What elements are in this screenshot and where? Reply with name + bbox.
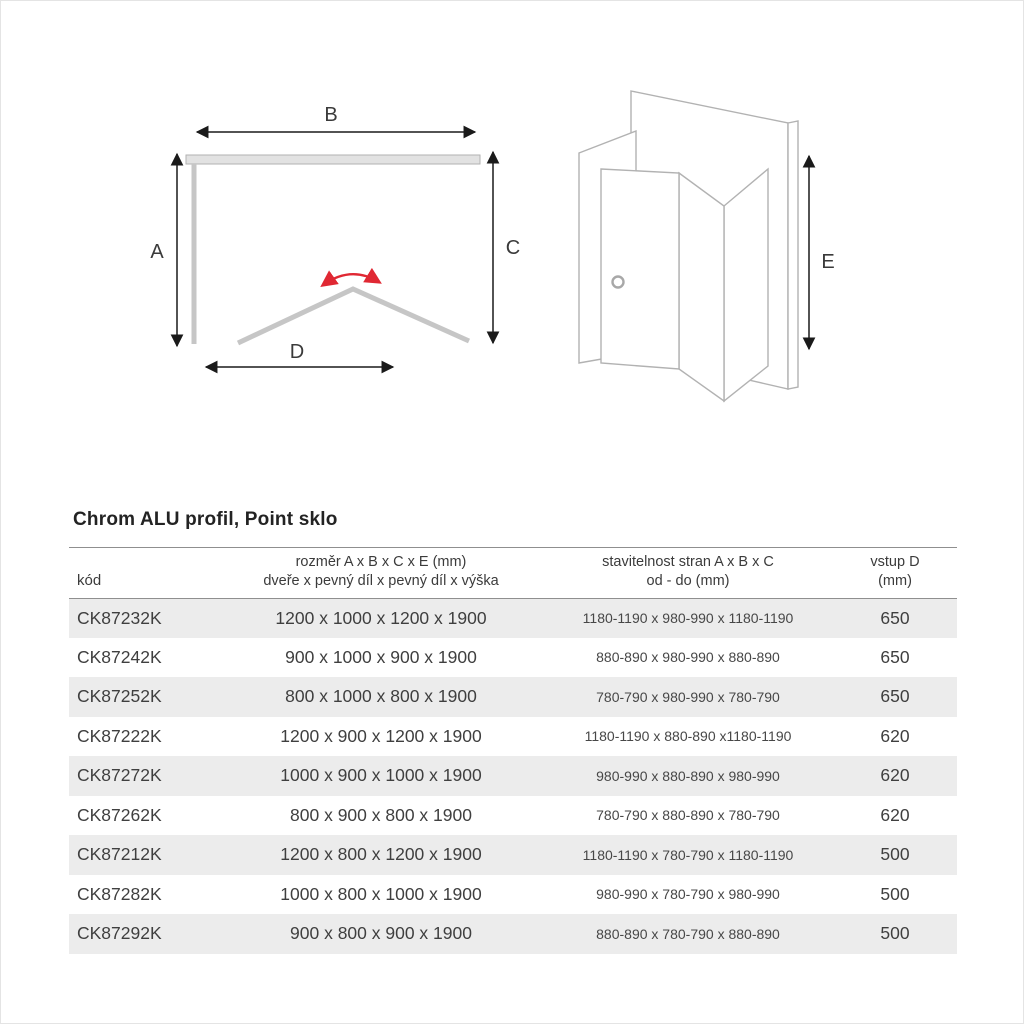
dimension-a-label: A: [150, 241, 164, 263]
cell-code: CK87242K: [77, 646, 162, 667]
cell-entry-width: 500: [880, 923, 910, 944]
cell-dimensions: 900 x 800 x 900 x 1900: [290, 923, 472, 944]
cell-code: CK87232K: [77, 607, 162, 628]
cell-code: CK87262K: [77, 804, 162, 825]
cell-adjustability: 1180-1190 x 980-990 x 1180-1190: [582, 610, 794, 627]
table-row: [69, 875, 957, 915]
cell-adjustability: 780-790 x 980-990 x 780-790: [596, 688, 780, 705]
table-row: [69, 717, 957, 757]
dimension-d-label: D: [289, 341, 305, 363]
cell-entry-width: 500: [880, 883, 910, 904]
header-entry-line1: vstup D: [870, 554, 920, 570]
cell-entry-width: 620: [880, 804, 910, 825]
dimension-c-label: C: [505, 237, 521, 259]
cell-entry-width: 650: [880, 646, 910, 667]
header-adjustability: [543, 548, 833, 599]
dimension-b-label: B: [324, 104, 338, 126]
top-view-diagram: [131, 71, 551, 391]
header-dimensions: [219, 548, 543, 599]
cell-dimensions: 800 x 1000 x 800 x 1900: [285, 686, 477, 707]
perspective-diagram: [556, 61, 886, 411]
cell-entry-width: 500: [880, 844, 910, 865]
page-title: Chrom ALU profil, Point sklo: [73, 509, 338, 530]
top-fixed-profile: [186, 155, 480, 164]
spec-table: [69, 547, 957, 954]
header-entry-line2: (mm): [878, 572, 912, 589]
cell-code: CK87282K: [77, 883, 162, 904]
header-adjustability-line2: od - do (mm): [646, 572, 730, 589]
cell-adjustability: 980-990 x 780-790 x 980-990: [596, 886, 780, 903]
cell-code: CK87252K: [77, 686, 162, 707]
cell-dimensions: 1000 x 800 x 1000 x 1900: [280, 883, 482, 904]
table-row: [69, 638, 957, 678]
cell-dimensions: 900 x 1000 x 900 x 1900: [285, 646, 477, 667]
cell-code: CK87272K: [77, 765, 162, 786]
header-code-label: kód: [77, 572, 102, 590]
table-row: [69, 756, 957, 796]
table-row: [69, 835, 957, 875]
cell-adjustability: 980-990 x 880-890 x 980-990: [596, 767, 780, 784]
cell-entry-width: 650: [880, 607, 910, 628]
header-entry: [833, 548, 957, 599]
cell-code: CK87222K: [77, 725, 162, 746]
table-row: [69, 677, 957, 717]
cell-adjustability: 880-890 x 780-790 x 880-890: [596, 925, 780, 942]
table-row: [69, 914, 957, 954]
dimension-e-label: E: [821, 251, 835, 273]
cell-adjustability: 1180-1190 x 880-890 x1180-1190: [584, 728, 792, 745]
header-code: [69, 548, 219, 599]
right-wall-profile: [788, 121, 798, 389]
cell-entry-width: 620: [880, 725, 910, 746]
header-dimensions-line1: rozměr A x B x C x E (mm): [295, 554, 467, 570]
cell-adjustability: 880-890 x 980-990 x 880-890: [596, 649, 780, 666]
cell-code: CK87212K: [77, 844, 162, 865]
cell-adjustability: 780-790 x 880-890 x 780-790: [596, 807, 780, 824]
cell-dimensions: 1200 x 1000 x 1200 x 1900: [275, 607, 487, 628]
table-row: [69, 598, 957, 638]
cell-entry-width: 650: [880, 686, 910, 707]
cell-dimensions: 1200 x 900 x 1200 x 1900: [280, 725, 482, 746]
cell-dimensions: 1000 x 900 x 1000 x 1900: [280, 765, 482, 786]
cell-adjustability: 1180-1190 x 780-790 x 1180-1190: [582, 846, 794, 863]
bifold-panel-right: [724, 169, 768, 401]
folding-doors: [238, 289, 469, 343]
cell-code: CK87292K: [77, 923, 162, 944]
cell-dimensions: 800 x 900 x 800 x 1900: [290, 804, 472, 825]
cell-dimensions: 1200 x 800 x 1200 x 1900: [280, 844, 482, 865]
header-adjustability-line1: stavitelnost stran A x B x C: [602, 554, 774, 570]
cell-entry-width: 620: [880, 765, 910, 786]
bifold-panel-left: [679, 173, 724, 401]
table-body: [69, 598, 957, 954]
header-row: [69, 548, 957, 599]
door-swing-arrow: [323, 274, 379, 285]
table-row: [69, 796, 957, 836]
header-dimensions-line2: dveře x pevný díl x pevný díl x výška: [263, 572, 499, 589]
front-door-panel: [601, 169, 679, 369]
